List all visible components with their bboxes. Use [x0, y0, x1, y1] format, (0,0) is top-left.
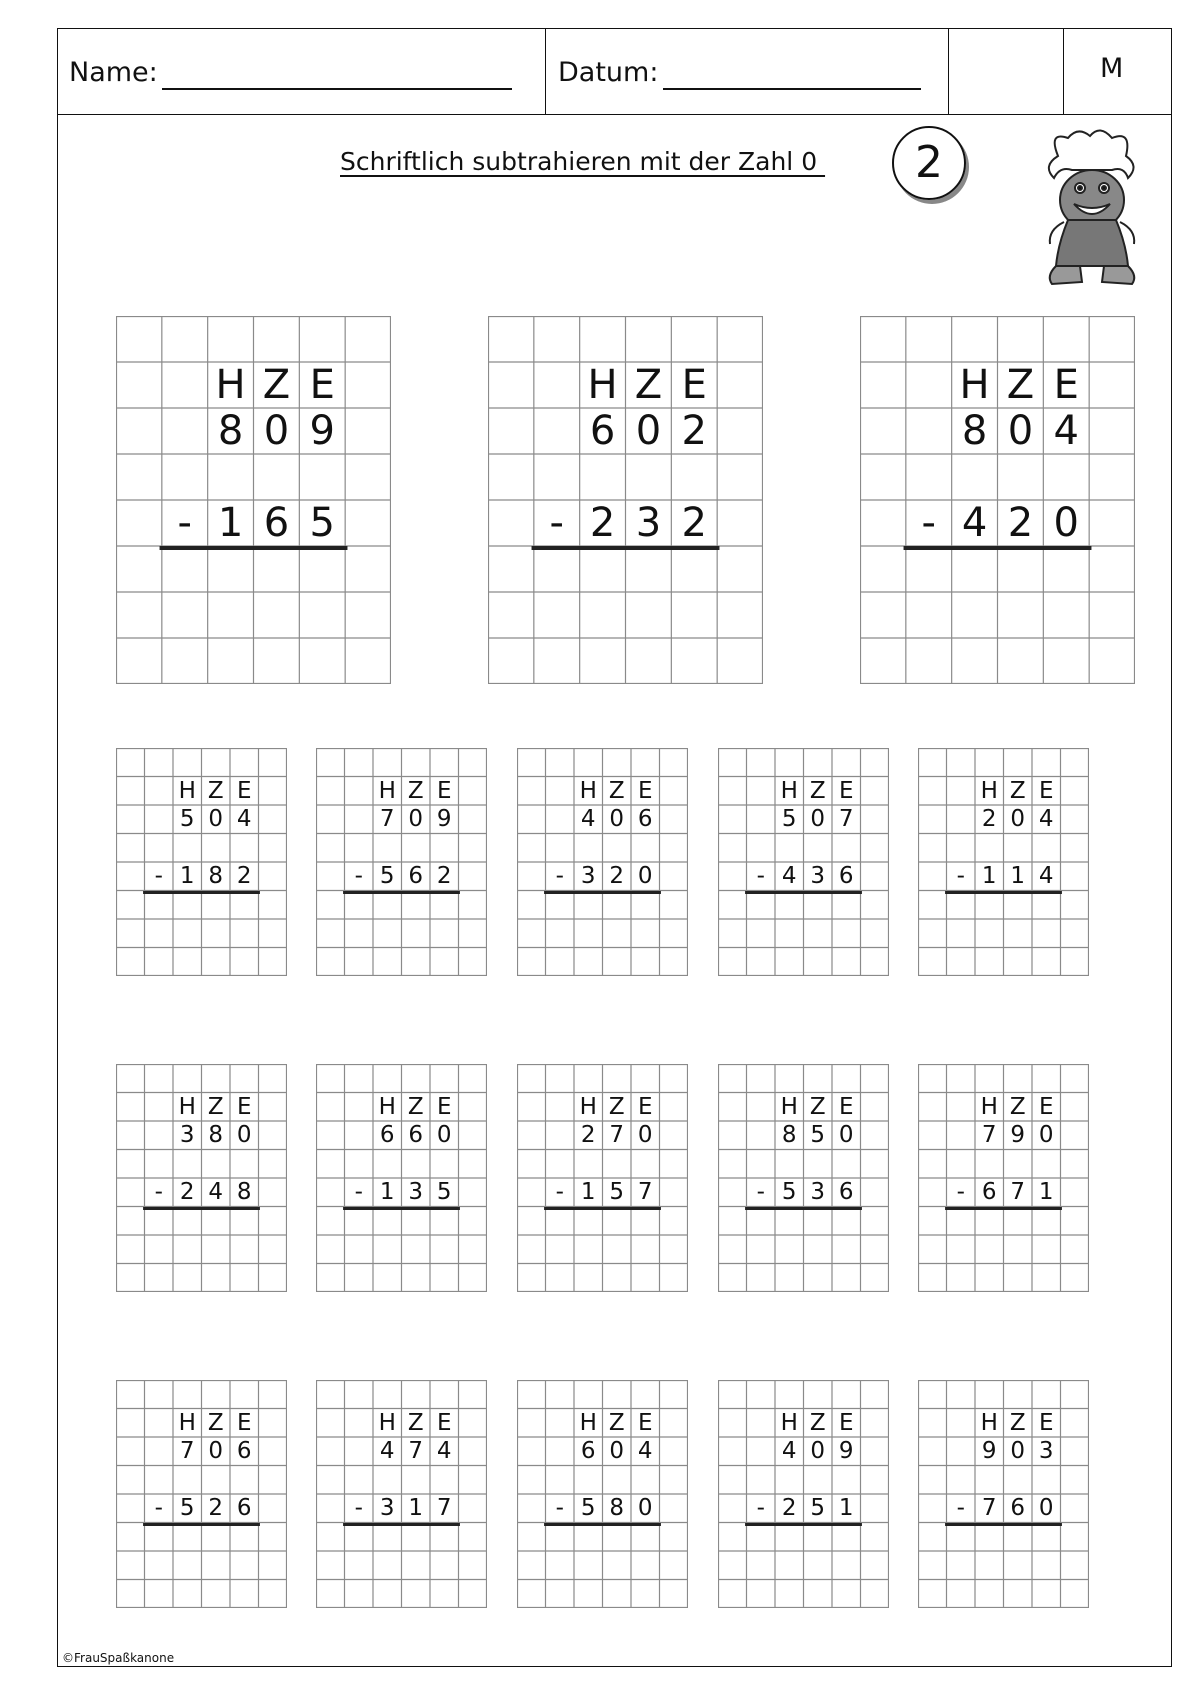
- place-value-header: H: [178, 777, 196, 804]
- minuend-digit: 8: [217, 408, 244, 454]
- minuend-digit: 0: [609, 806, 625, 832]
- place-value-header: Z: [1009, 1409, 1026, 1436]
- subtrahend-digit: 1: [408, 1495, 424, 1521]
- minuend-digit: 6: [379, 1122, 395, 1148]
- place-value-header: Z: [809, 1093, 826, 1120]
- large-task-3: [860, 316, 1135, 684]
- minus-sign: -: [549, 500, 564, 546]
- small-task-1-4: [718, 748, 889, 976]
- date-field[interactable]: [663, 88, 921, 90]
- large-task-2: [488, 316, 763, 684]
- minuend-digit: 5: [781, 806, 797, 832]
- place-value-header: E: [236, 1409, 252, 1436]
- minus-sign: -: [354, 1495, 363, 1521]
- minuend-digit: 0: [1007, 408, 1034, 454]
- minuend-digit: 8: [961, 408, 988, 454]
- place-value-header: E: [637, 1409, 653, 1436]
- minuend-digit: 8: [208, 1122, 224, 1148]
- subtrahend-digit: 6: [408, 863, 424, 889]
- minus-sign: -: [956, 1495, 965, 1521]
- subtrahend-digit: 1: [1038, 1179, 1054, 1205]
- place-value-header: H: [215, 362, 246, 408]
- subtrahend-digit: 7: [637, 1179, 653, 1205]
- subtrahend-digit: 2: [589, 500, 616, 546]
- date-label: Datum:: [558, 57, 659, 88]
- subtrahend-digit: 0: [637, 863, 653, 889]
- place-value-header: E: [1038, 777, 1054, 804]
- minus-sign: -: [154, 1179, 163, 1205]
- minuend-digit: 0: [1010, 1438, 1026, 1464]
- subtrahend-digit: 1: [379, 1179, 395, 1205]
- small-task-2-5: [918, 1064, 1089, 1292]
- subtrahend-digit: 8: [609, 1495, 625, 1521]
- minuend-digit: 0: [208, 1438, 224, 1464]
- minuend-digit: 2: [681, 408, 707, 454]
- place-value-header: H: [378, 1093, 396, 1120]
- header-divider: [545, 28, 546, 115]
- subtrahend-digit: 5: [781, 1179, 797, 1205]
- small-task-1-2: [316, 748, 487, 976]
- subtrahend-digit: 1: [580, 1179, 596, 1205]
- subtrahend-digit: 3: [810, 863, 826, 889]
- place-value-header: E: [1053, 362, 1079, 408]
- subtrahend-digit: 1: [981, 863, 997, 889]
- subtrahend-digit: 5: [309, 500, 335, 546]
- place-value-header: Z: [407, 777, 424, 804]
- minuend-digit: 7: [838, 806, 854, 832]
- place-value-header: H: [378, 777, 396, 804]
- minuend-digit: 0: [263, 408, 290, 454]
- subtrahend-digit: 6: [838, 1179, 854, 1205]
- place-value-header: Z: [1009, 1093, 1026, 1120]
- place-value-header: E: [436, 1093, 452, 1120]
- small-task-1-1: [116, 748, 287, 976]
- place-value-header: H: [579, 1409, 597, 1436]
- place-value-header: Z: [1006, 362, 1035, 408]
- place-value-header: Z: [634, 362, 663, 408]
- place-value-header: Z: [262, 362, 291, 408]
- subtrahend-digit: 3: [810, 1179, 826, 1205]
- minuend-digit: 0: [208, 806, 224, 832]
- small-task-3-3: [517, 1380, 688, 1608]
- place-value-header: H: [378, 1409, 396, 1436]
- subtrahend-digit: 8: [208, 863, 224, 889]
- minuend-digit: 0: [609, 1438, 625, 1464]
- minuend-digit: 9: [436, 806, 452, 832]
- subtrahend-digit: 2: [681, 500, 707, 546]
- minuend-digit: 0: [236, 1122, 252, 1148]
- minuend-digit: 4: [1038, 806, 1054, 832]
- place-value-header: Z: [608, 1093, 625, 1120]
- subtrahend-digit: 5: [580, 1495, 596, 1521]
- subtrahend-digit: 3: [379, 1495, 395, 1521]
- small-task-3-2: [316, 1380, 487, 1608]
- place-value-header: Z: [407, 1409, 424, 1436]
- place-value-header: E: [838, 1093, 854, 1120]
- minus-sign: -: [956, 863, 965, 889]
- subtrahend-digit: 6: [236, 1495, 252, 1521]
- subtrahend-digit: 2: [609, 863, 625, 889]
- place-value-header: Z: [207, 1409, 224, 1436]
- subtrahend-digit: 1: [217, 500, 244, 546]
- place-value-header: Z: [608, 1409, 625, 1436]
- small-task-3-4: [718, 1380, 889, 1608]
- minuend-digit: 6: [236, 1438, 252, 1464]
- minuend-digit: 9: [981, 1438, 997, 1464]
- minuend-digit: 5: [810, 1122, 826, 1148]
- monster-illustration: [1028, 126, 1156, 291]
- place-value-header: E: [1038, 1409, 1054, 1436]
- place-value-header: H: [587, 362, 618, 408]
- place-value-header: Z: [809, 777, 826, 804]
- minuend-digit: 4: [379, 1438, 395, 1464]
- minuend-digit: 4: [637, 1438, 653, 1464]
- minuend-digit: 6: [589, 408, 616, 454]
- subtrahend-digit: 0: [1053, 500, 1079, 546]
- subtrahend-digit: 6: [263, 500, 290, 546]
- minus-sign: -: [555, 863, 564, 889]
- minus-sign: -: [555, 1179, 564, 1205]
- minuend-digit: 8: [781, 1122, 797, 1148]
- subtrahend-digit: 3: [635, 500, 662, 546]
- minus-sign: -: [154, 1495, 163, 1521]
- minuend-digit: 2: [580, 1122, 596, 1148]
- place-value-header: E: [309, 362, 335, 408]
- minuend-digit: 9: [838, 1438, 854, 1464]
- minuend-digit: 0: [1010, 806, 1026, 832]
- minuend-digit: 7: [179, 1438, 195, 1464]
- subtrahend-digit: 8: [236, 1179, 252, 1205]
- subtrahend-digit: 1: [838, 1495, 854, 1521]
- minus-sign: -: [354, 1179, 363, 1205]
- subtrahend-digit: 4: [208, 1179, 224, 1205]
- minuend-digit: 4: [580, 806, 596, 832]
- subtrahend-digit: 7: [981, 1495, 997, 1521]
- minus-sign: -: [177, 500, 192, 546]
- subtrahend-digit: 5: [810, 1495, 826, 1521]
- minuend-digit: 3: [1038, 1438, 1054, 1464]
- subtrahend-digit: 2: [208, 1495, 224, 1521]
- subtrahend-digit: 4: [1038, 863, 1054, 889]
- minuend-digit: 0: [408, 806, 424, 832]
- place-value-header: E: [838, 1409, 854, 1436]
- small-task-2-3: [517, 1064, 688, 1292]
- minuend-digit: 7: [408, 1438, 424, 1464]
- place-value-header: Z: [407, 1093, 424, 1120]
- place-value-header: E: [236, 777, 252, 804]
- minuend-digit: 5: [179, 806, 195, 832]
- place-value-header: H: [980, 1409, 998, 1436]
- place-value-header: Z: [809, 1409, 826, 1436]
- place-value-header: H: [178, 1409, 196, 1436]
- small-task-3-5: [918, 1380, 1089, 1608]
- large-task-1: [116, 316, 391, 684]
- subtrahend-digit: 6: [1010, 1495, 1026, 1521]
- place-value-header: E: [1038, 1093, 1054, 1120]
- header-divider: [948, 28, 949, 115]
- minuend-digit: 2: [981, 806, 997, 832]
- place-value-header: H: [780, 777, 798, 804]
- subtrahend-digit: 2: [436, 863, 452, 889]
- subtrahend-digit: 0: [1038, 1495, 1054, 1521]
- minus-sign: -: [154, 863, 163, 889]
- place-value-header: H: [980, 777, 998, 804]
- place-value-header: Z: [1009, 777, 1026, 804]
- place-value-header: E: [436, 777, 452, 804]
- minuend-digit: 0: [810, 806, 826, 832]
- place-value-header: H: [980, 1093, 998, 1120]
- small-task-3-1: [116, 1380, 287, 1608]
- subtrahend-digit: 3: [408, 1179, 424, 1205]
- small-task-2-2: [316, 1064, 487, 1292]
- minuend-digit: 3: [179, 1122, 195, 1148]
- subtrahend-digit: 1: [179, 863, 195, 889]
- minuend-digit: 0: [838, 1122, 854, 1148]
- minuend-digit: 4: [781, 1438, 797, 1464]
- place-value-header: E: [236, 1093, 252, 1120]
- subtrahend-digit: 1: [1010, 863, 1026, 889]
- name-label: Name:: [69, 57, 158, 88]
- subtrahend-digit: 5: [379, 863, 395, 889]
- place-value-header: H: [780, 1409, 798, 1436]
- minus-sign: -: [555, 1495, 564, 1521]
- subtrahend-digit: 7: [1010, 1179, 1026, 1205]
- minus-sign: -: [921, 500, 936, 546]
- subtrahend-digit: 4: [961, 500, 988, 546]
- header-divider: [1063, 28, 1064, 115]
- minuend-digit: 4: [236, 806, 252, 832]
- small-task-1-5: [918, 748, 1089, 976]
- place-value-header: H: [780, 1093, 798, 1120]
- page-title: Schriftlich subtrahieren mit der Zahl 0: [340, 147, 826, 176]
- place-value-header: H: [178, 1093, 196, 1120]
- place-value-header: H: [959, 362, 990, 408]
- minuend-digit: 4: [1053, 408, 1079, 454]
- minuend-digit: 4: [436, 1438, 452, 1464]
- minuend-digit: 0: [635, 408, 662, 454]
- place-value-header: E: [637, 777, 653, 804]
- minuend-digit: 7: [379, 806, 395, 832]
- minuend-digit: 0: [637, 1122, 653, 1148]
- subtrahend-digit: 2: [781, 1495, 797, 1521]
- subtrahend-digit: 3: [580, 863, 596, 889]
- subtrahend-digit: 2: [236, 863, 252, 889]
- small-task-2-1: [116, 1064, 287, 1292]
- minus-sign: -: [756, 1179, 765, 1205]
- level-badge: M: [1100, 53, 1124, 84]
- place-value-header: H: [579, 777, 597, 804]
- place-value-header: Z: [207, 777, 224, 804]
- subtrahend-digit: 2: [1007, 500, 1034, 546]
- subtrahend-digit: 0: [637, 1495, 653, 1521]
- minus-sign: -: [756, 1495, 765, 1521]
- subtrahend-digit: 5: [179, 1495, 195, 1521]
- minuend-digit: 7: [981, 1122, 997, 1148]
- minuend-digit: 0: [436, 1122, 452, 1148]
- minus-sign: -: [354, 863, 363, 889]
- subtrahend-digit: 6: [981, 1179, 997, 1205]
- small-task-2-4: [718, 1064, 889, 1292]
- name-field[interactable]: [162, 88, 512, 90]
- minuend-digit: 9: [1010, 1122, 1026, 1148]
- sheet-number: 2: [892, 126, 966, 200]
- place-value-header: E: [681, 362, 707, 408]
- subtrahend-digit: 5: [436, 1179, 452, 1205]
- subtrahend-digit: 4: [781, 863, 797, 889]
- minuend-digit: 6: [408, 1122, 424, 1148]
- subtrahend-digit: 5: [609, 1179, 625, 1205]
- minuend-digit: 6: [637, 806, 653, 832]
- subtrahend-digit: 6: [838, 863, 854, 889]
- place-value-header: Z: [608, 777, 625, 804]
- place-value-header: E: [838, 777, 854, 804]
- place-value-header: H: [579, 1093, 597, 1120]
- small-task-1-3: [517, 748, 688, 976]
- subtrahend-digit: 2: [179, 1179, 195, 1205]
- minus-sign: -: [956, 1179, 965, 1205]
- minuend-digit: 6: [580, 1438, 596, 1464]
- minus-sign: -: [756, 863, 765, 889]
- minuend-digit: 0: [1038, 1122, 1054, 1148]
- place-value-header: E: [637, 1093, 653, 1120]
- minuend-digit: 0: [810, 1438, 826, 1464]
- minuend-digit: 7: [609, 1122, 625, 1148]
- place-value-header: Z: [207, 1093, 224, 1120]
- place-value-header: E: [436, 1409, 452, 1436]
- subtrahend-digit: 7: [436, 1495, 452, 1521]
- copyright-footer: ©FrauSpaßkanone: [62, 1651, 175, 1665]
- minuend-digit: 9: [309, 408, 335, 454]
